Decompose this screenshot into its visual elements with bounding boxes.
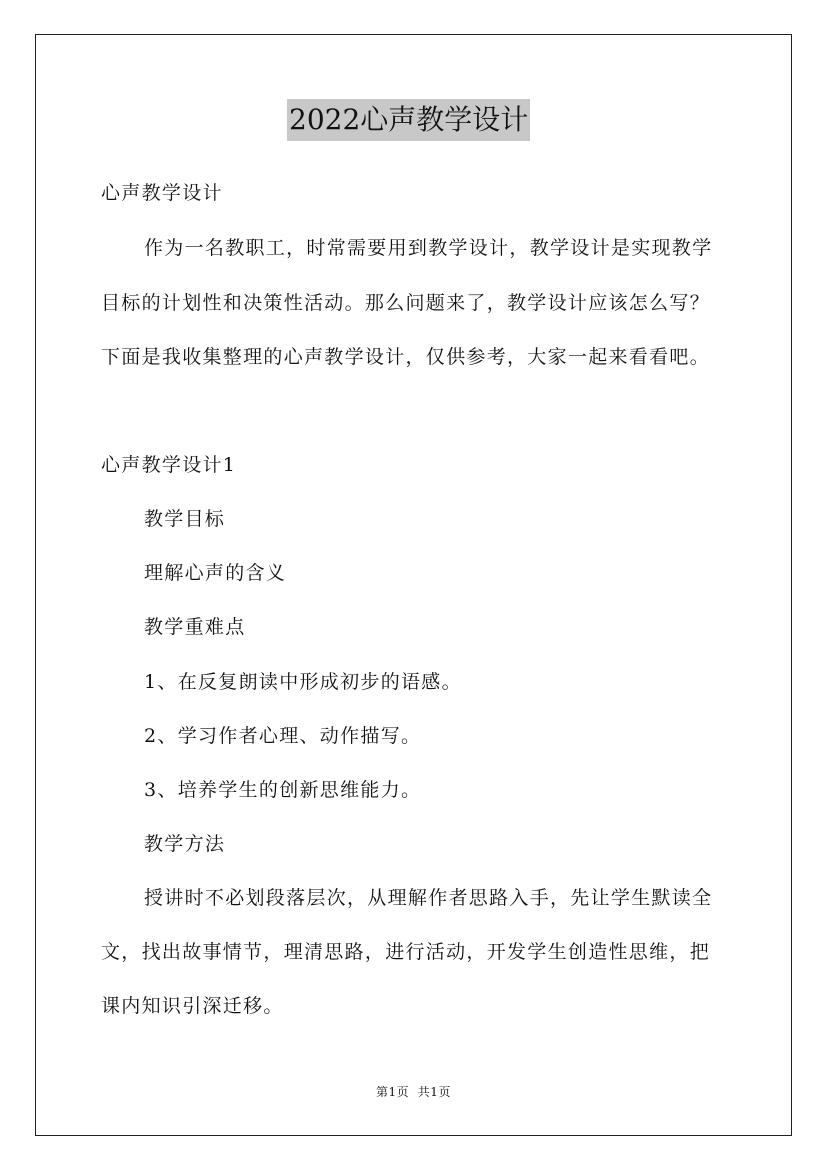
- item-goal-content: 理解心声的含义: [144, 562, 287, 584]
- item-point-2: 2、学习作者心理、动作描写。: [144, 725, 422, 747]
- method-line-1: 授讲时不必划段落层次，从理解作者思路入手，先让学生默读全: [144, 887, 713, 909]
- intro-line-1: 作为一名教职工，时常需要用到教学设计，教学设计是实现教学: [144, 237, 713, 259]
- document-subtitle: 心声教学设计: [101, 182, 223, 204]
- item-point-3: 3、培养学生的创新思维能力。: [144, 779, 422, 801]
- method-line-3: 课内知识引深迁移。: [101, 995, 284, 1017]
- document-title: 2022心声教学设计: [287, 99, 530, 141]
- item-teaching-goal: 教学目标: [144, 508, 226, 530]
- item-teaching-method: 教学方法: [144, 833, 226, 855]
- intro-line-3: 下面是我收集整理的心声教学设计，仅供参考，大家一起来看看吧。: [101, 346, 711, 368]
- page-footer: 第1页 共1页: [376, 1085, 451, 1099]
- item-point-1: 1、在反复朗读中形成初步的语感。: [144, 671, 462, 693]
- item-key-points: 教学重难点: [144, 616, 246, 638]
- intro-line-2: 目标的计划性和决策性活动。那么问题来了，教学设计应该怎么写？: [101, 292, 711, 314]
- method-line-2: 文，找出故事情节，理清思路，进行活动，开发学生创造性思维，把: [101, 941, 711, 963]
- section-heading: 心声教学设计1: [101, 454, 237, 476]
